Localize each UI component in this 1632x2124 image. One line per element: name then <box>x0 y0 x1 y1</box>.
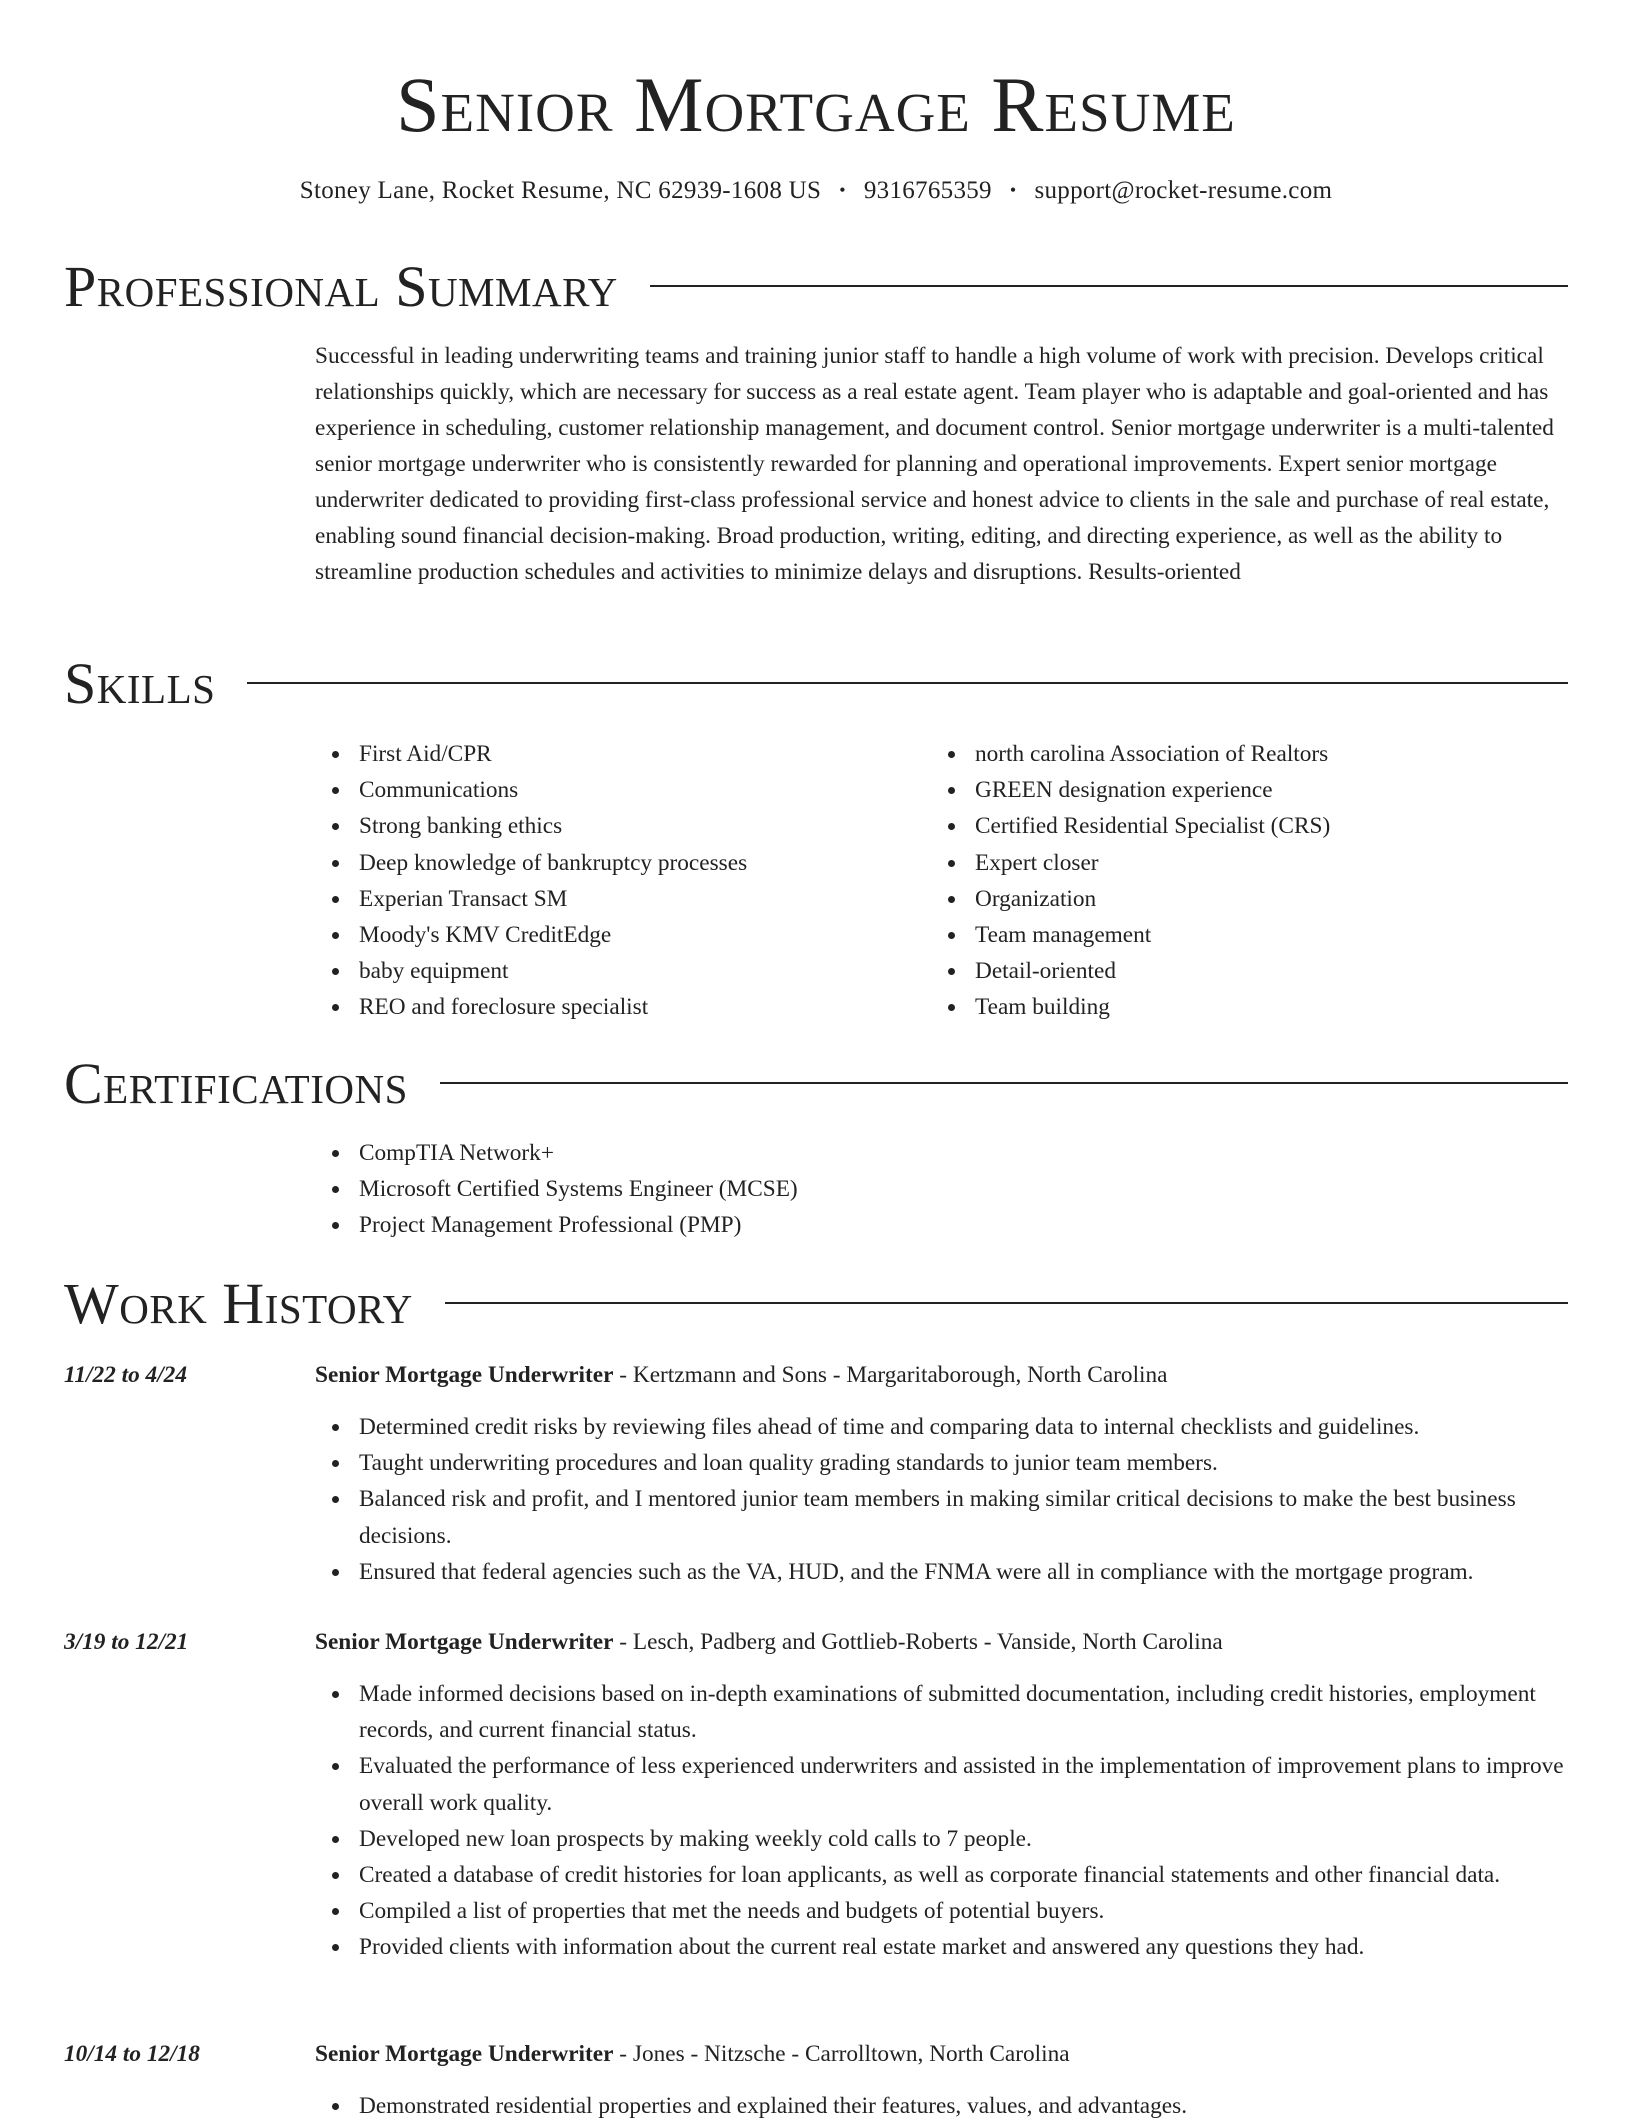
job-role: Senior Mortgage Underwriter <box>315 1362 614 1388</box>
job-header <box>315 1357 1573 1393</box>
job-bullets <box>315 1409 1573 1590</box>
job-bullets-block <box>315 1409 1573 1590</box>
certifications-block <box>315 1135 1315 1244</box>
skill-item: Expert closer <box>975 845 1531 881</box>
work-history-section-header <box>64 1272 1568 1336</box>
job-dates: 10/14 to 12/18 <box>64 2041 200 2067</box>
job-dates: 3/19 to 12/21 <box>64 1629 189 1655</box>
section-divider <box>247 682 1568 684</box>
job-bullets <box>315 2088 1573 2124</box>
job-bullet: Made informed decisions based on in-depth examinations of submitted documentation, including credit histories, employment records, and current financial status. <box>359 1676 1573 1748</box>
job-bullet: Determined credit risks by reviewing files ahead of time and comparing data to internal checklists and guidelines. <box>359 1409 1573 1445</box>
resume-title: Senior Mortgage Resume <box>396 61 1236 148</box>
job-dates: 11/22 to 4/24 <box>64 1362 187 1388</box>
certifications-heading: Certifications <box>64 1051 408 1116</box>
skill-item: Deep knowledge of bankruptcy processes <box>359 845 915 881</box>
skills-list-right <box>931 736 1531 1026</box>
job-details: - Jones - Nitzsche - Carrolltown, North Carolina <box>613 2041 1070 2067</box>
certifications-section-header <box>64 1052 1568 1116</box>
job-bullet: Created a database of credit histories for loan applicants, as well as corporate financial statements and other financial data. <box>359 1857 1573 1893</box>
certifications-list <box>315 1135 1315 1244</box>
skills-section-header <box>64 652 1568 716</box>
section-divider <box>650 285 1568 287</box>
skill-item: Communications <box>359 772 915 808</box>
certification-item: Microsoft Certified Systems Engineer (MCSE) <box>359 1171 1315 1207</box>
skill-item: Experian Transact SM <box>359 881 915 917</box>
contact-line <box>0 174 1632 209</box>
job-bullet: Compiled a list of properties that met the needs and budgets of potential buyers. <box>359 1893 1573 1929</box>
skill-item: north carolina Association of Realtors <box>975 736 1531 772</box>
skill-item: baby equipment <box>359 953 915 989</box>
skills-column-left <box>315 736 915 1026</box>
skill-item: GREEN designation experience <box>975 772 1531 808</box>
skills-heading: Skills <box>64 651 216 716</box>
skill-item: Detail-oriented <box>975 953 1531 989</box>
skill-item: Organization <box>975 881 1531 917</box>
certification-item: Project Management Professional (PMP) <box>359 1207 1315 1243</box>
certification-item: CompTIA Network+ <box>359 1135 1315 1171</box>
skills-list-left <box>315 736 915 1026</box>
job-header <box>315 2036 1573 2072</box>
skills-column-right <box>931 736 1531 1026</box>
job-details: - Lesch, Padberg and Gottlieb-Roberts - Vanside, North Carolina <box>613 1629 1223 1655</box>
contact-email[interactable]: support@rocket-resume.com <box>1034 177 1333 204</box>
skill-item: Team management <box>975 917 1531 953</box>
contact-separator: • <box>839 180 846 200</box>
section-divider <box>440 1082 1568 1084</box>
skill-item: First Aid/CPR <box>359 736 915 772</box>
contact-address: Stoney Lane, Rocket Resume, NC 62939-1608 US <box>299 177 822 204</box>
job-bullet: Demonstrated residential properties and explained their features, values, and advantages. <box>359 2088 1573 2124</box>
job-bullets-block <box>315 2088 1573 2124</box>
job-header <box>315 1624 1573 1660</box>
section-divider <box>445 1302 1568 1304</box>
job-bullets-block <box>315 1676 1573 1966</box>
contact-separator: • <box>1009 180 1017 200</box>
skill-item: REO and foreclosure specialist <box>359 989 915 1025</box>
skill-item: Certified Residential Specialist (CRS) <box>975 808 1531 844</box>
job-bullet: Taught underwriting procedures and loan quality grading standards to junior team members. <box>359 1445 1573 1481</box>
job-bullet: Evaluated the performance of less experienced underwriters and assisted in the implementation of improvement plans to improve overall work quality. <box>359 1748 1573 1820</box>
job-bullet: Ensured that federal agencies such as the VA, HUD, and the FNMA were all in compliance with the mortgage program. <box>359 1554 1573 1590</box>
skill-item: Team building <box>975 989 1531 1025</box>
job-role: Senior Mortgage Underwriter <box>315 2041 614 2067</box>
job-bullet: Provided clients with information about the current real estate market and answered any questions they had. <box>359 1929 1573 1965</box>
skill-item: Moody's KMV CreditEdge <box>359 917 915 953</box>
job-details: - Kertzmann and Sons - Margaritaborough, North Carolina <box>613 1362 1168 1388</box>
skill-item: Strong banking ethics <box>359 808 915 844</box>
contact-phone: 9316765359 <box>863 177 992 204</box>
job-role: Senior Mortgage Underwriter <box>315 1629 614 1655</box>
job-bullet: Balanced risk and profit, and I mentored junior team members in making similar critical decisions to make the best business decisions. <box>359 1481 1573 1553</box>
summary-heading: Professional Summary <box>64 254 618 319</box>
work-history-heading: Work History <box>64 1271 413 1336</box>
summary-text: Successful in leading underwriting teams and training junior staff to handle a high volume of work with precision. Develops critical relationships quickly, which are necessary for success as a real estate agent. Team player who is adaptable and goal-oriented and has experience in scheduling, customer relationship management, and document control. Senior mortgage underwriter is a multi-talented senior mortgage underwriter who is consistently rewarded for planning and operational improvements. Expert senior mortgage underwriter dedicated to providing first-class professional service and honest advice to clients in the sale and purchase of real estate, enabling sound financial decision-making. Broad production, writing, editing, and directing experience, as well as the ability to streamline production schedules and activities to minimize delays and disruptions. Results-oriented <box>315 343 1554 585</box>
job-bullets <box>315 1676 1573 1966</box>
job-bullet: Developed new loan prospects by making weekly cold calls to 7 people. <box>359 1821 1573 1857</box>
summary-section-header <box>64 255 1568 319</box>
